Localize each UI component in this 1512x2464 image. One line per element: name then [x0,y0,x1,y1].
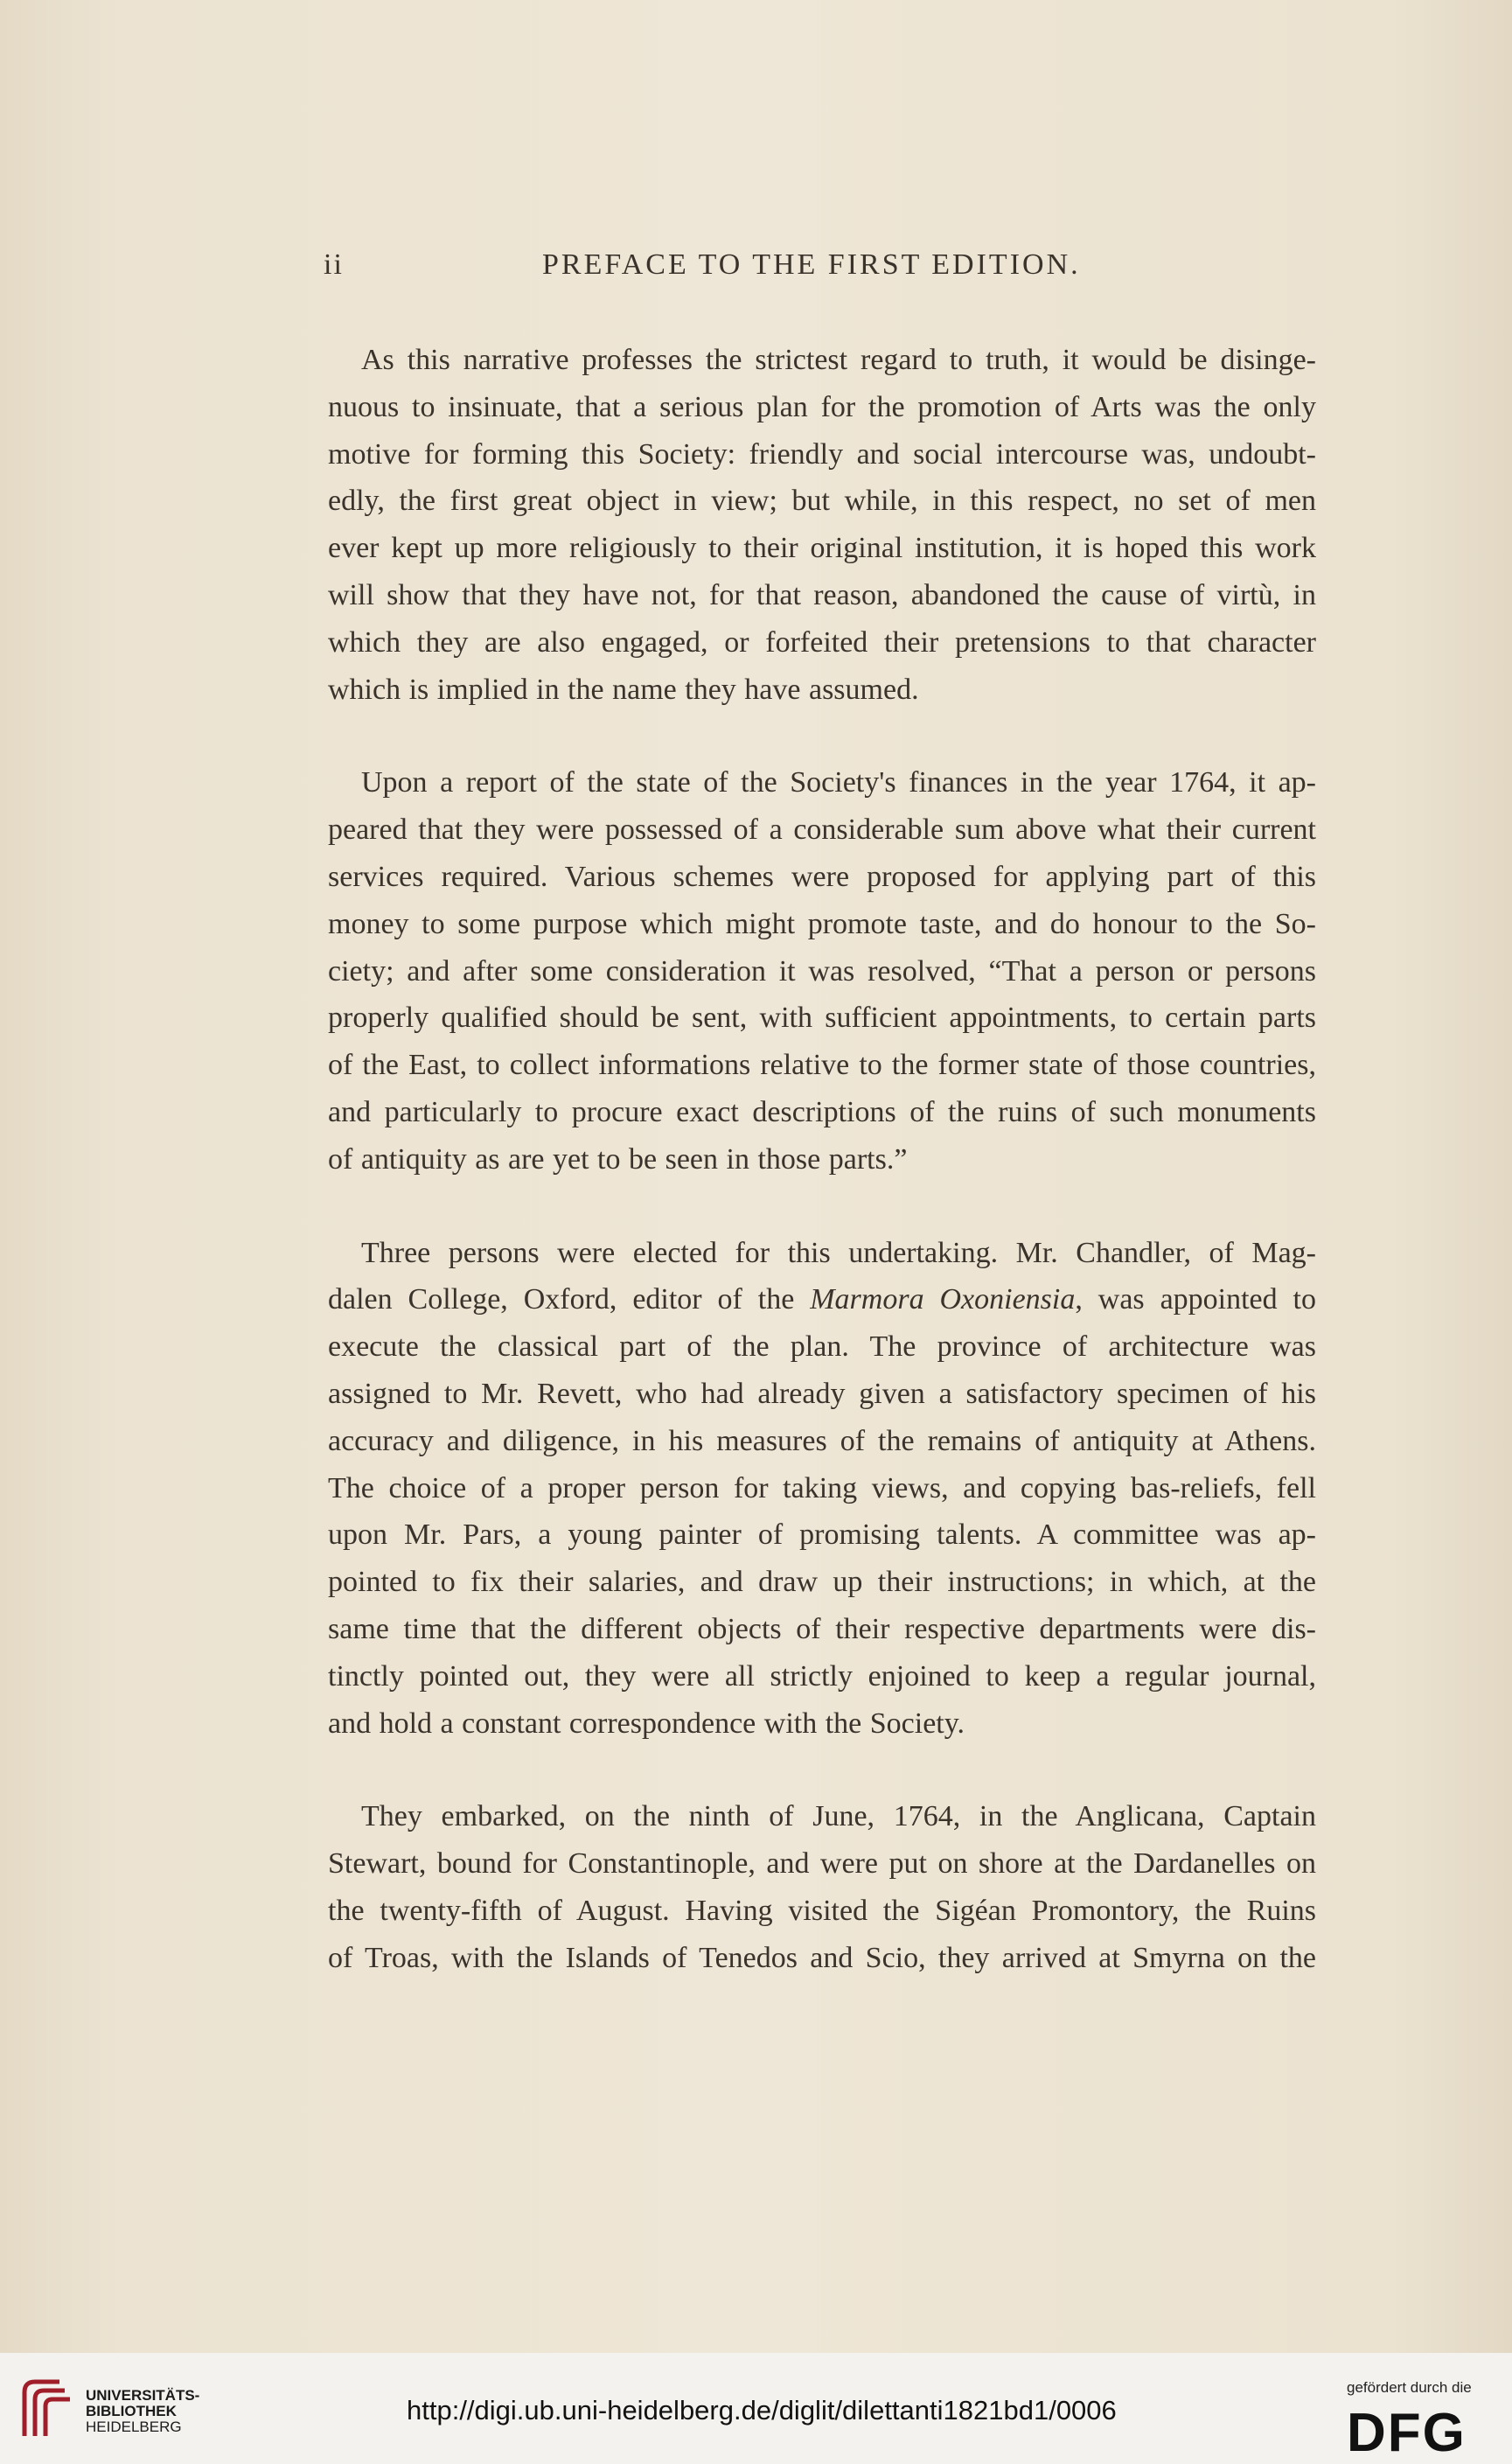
text-line: of antiquity as are yet to be seen in those parts.” [328,1142,908,1176]
text-line: pointed to fix their salaries, and draw up their instructions; in which, at the [328,1566,1316,1599]
university-library-name [86,2388,199,2435]
text-line: peared that they were possessed of a considerable sum above what their current [328,813,1316,847]
dfg-logo: DFG [1347,2403,1467,2463]
digitization-footer [0,2353,1512,2464]
library-line: BIBLIOTHEK [86,2403,177,2419]
running-head: PREFACE TO THE FIRST EDITION. [542,248,1081,281]
library-line: UNIVERSITÄTS- [86,2387,200,2404]
text-line: Stewart, bound for Constantinople, and were put on shore at the Dardanelles on [328,1847,1316,1881]
text-line: services required. Various schemes were proposed for applying part of this [328,860,1316,893]
text-line: same time that the different objects of their respective departments were dis- [328,1612,1316,1645]
library-line: HEIDELBERG [86,2419,182,2435]
page-header [0,248,1512,292]
text-line: which they are also engaged, or forfeited their pretensions to that character [328,625,1316,659]
text-line: As this narrative professes the strictest regard to truth, it would be disinge- [361,344,1316,376]
paragraph-1 [328,337,1316,713]
text-line: ciety; and after some consideration it was resolved, “That a person or persons [328,954,1316,988]
text-line [328,1276,1316,1323]
university-library-logo-icon [16,2375,79,2445]
text-line: upon Mr. Pars, a young painter of promising talents. A committee was ap- [328,1518,1316,1552]
text-line: of the East, to collect informations relative to the former state of those countries, [328,1049,1316,1082]
text-line: assigned to Mr. Revett, who had already given a satisfactory specimen of his [328,1377,1316,1410]
funded-by-label: gefördert durch die [1347,2379,1472,2396]
text-line: motive for forming this Society: friendly and social intercourse was, undoubt- [328,437,1316,471]
italic-title: Marmora Oxoniensia [810,1283,1076,1316]
text-line: Three persons were elected for this undertaking. Mr. Chandler, of Mag- [361,1236,1316,1269]
text-line: and hold a constant correspondence with the Society. [328,1707,965,1740]
text-segment: , was appointed to [1075,1283,1316,1316]
paragraph-2 [328,759,1316,1183]
permalink-url[interactable]: http://digi.ub.uni-heidelberg.de/diglit/dilettanti1821bd1/0006 [407,2395,1117,2426]
text-line: edly, the first great object in view; but while, in this respect, no set of men [328,485,1316,518]
page-number: ii [324,248,344,281]
text-segment: dalen College, Oxford, editor of the [328,1283,811,1316]
text-line: and particularly to procure exact descriptions of the ruins of such monuments [328,1095,1316,1128]
text-line: The choice of a proper person for taking views, and copying bas-reliefs, fell [328,1471,1316,1504]
text-line: properly qualified should be sent, with sufficient appointments, to certain parts [328,1002,1316,1035]
paragraph-3 [328,1230,1316,1748]
text-line: execute the classical part of the plan. The province of architecture was [328,1330,1316,1364]
text-line: the twenty-fifth of August. Having visited the Sigéan Promontory, the Ruins [328,1894,1316,1927]
text-line: tinctly pointed out, they were all strictly enjoined to keep a regular journal, [328,1659,1316,1693]
text-line: nuous to insinuate, that a serious plan for the promotion of Arts was the only [328,390,1316,423]
text-line: They embarked, on the ninth of June, 1764, in the Anglicana, Captain [361,1800,1316,1833]
text-line: of Troas, with the Islands of Tenedos and Scio, they arrived at Smyrna on the [328,1941,1316,1974]
text-line: ever kept up more religiously to their original institution, it is hoped this work [328,532,1316,565]
text-line: will show that they have not, for that reason, abandoned the cause of virtù, in [328,578,1316,611]
body-text [328,337,1316,2028]
text-line: accuracy and diligence, in his measures of the remains of antiquity at Athens. [328,1424,1316,1457]
text-line: Upon a report of the state of the Society's finances in the year 1764, it ap- [361,766,1316,799]
text-line: which is implied in the name they have assumed. [328,673,919,706]
paragraph-4 [328,1793,1316,1981]
text-line: money to some purpose which might promote taste, and do honour to the So- [328,907,1316,940]
